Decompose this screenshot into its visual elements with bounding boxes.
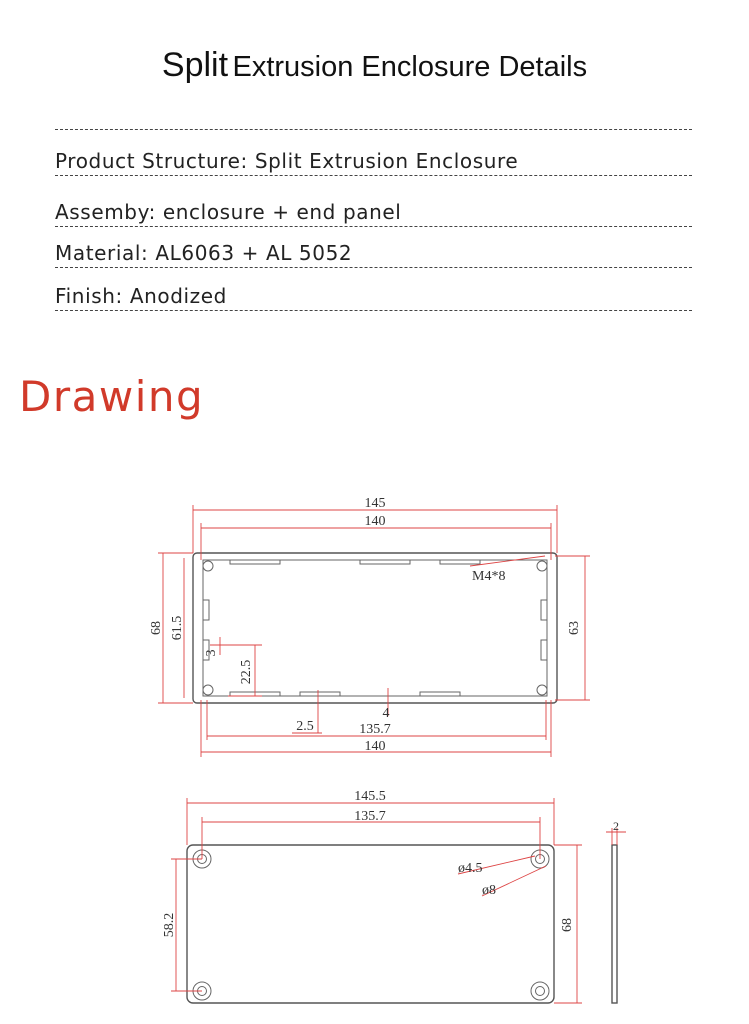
drawing-heading: Drawing	[19, 372, 205, 421]
dim-140-top: 140	[364, 514, 386, 529]
dim-68-panel: 68	[560, 918, 575, 932]
title-rest: Extrusion Enclosure Details	[232, 51, 588, 83]
dim-3: 3	[204, 649, 219, 657]
dim-140-bottom: 140	[364, 739, 386, 754]
dim-135-7-top: 135.7	[359, 722, 391, 737]
dim-68: 68	[149, 621, 164, 635]
dim-4: 4	[382, 706, 390, 721]
dim-58-2: 58.2	[162, 912, 177, 938]
dim-m4x8: M4*8	[472, 569, 506, 584]
dim-145-5: 145.5	[354, 789, 386, 804]
spec-finish-text: Finish: Anodized	[55, 284, 227, 308]
dim-135-7-panel: 135.7	[354, 809, 386, 824]
dim-61-5: 61.5	[170, 615, 185, 641]
spec-material-text: Material: AL6063 + AL 5052	[55, 241, 353, 265]
panel-dim-lines-top	[187, 798, 554, 859]
m4-leader	[470, 556, 545, 566]
dim-phi-8: ø8	[482, 883, 496, 898]
dim-2: 2	[613, 819, 619, 833]
end-panel	[187, 845, 554, 1003]
panel-dim-lines-side	[171, 845, 582, 1003]
title-big: Split	[161, 46, 229, 84]
dim-phi-4-5: ø4.5	[458, 861, 483, 876]
spec-structure-text: Product Structure: Split Extrusion Enclosure	[55, 149, 519, 173]
spec-assembly-text: Assemby: enclosure + end panel	[55, 200, 402, 224]
dim-22-5: 22.5	[239, 659, 254, 685]
panel-side-view	[606, 828, 626, 1003]
dim-145: 145	[364, 496, 386, 511]
dim-2-5: 2.5	[296, 719, 314, 734]
dim-63: 63	[567, 621, 582, 635]
